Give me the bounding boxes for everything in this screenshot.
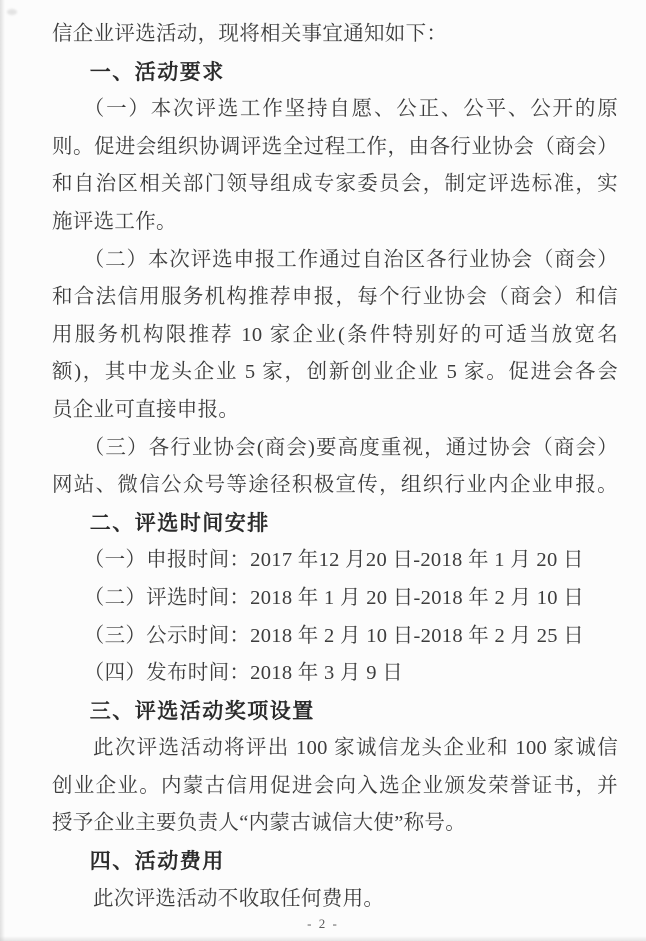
page-number: - 2 -: [307, 916, 339, 931]
text-line: 此次评选活动将评出 100 家诚信龙头企业和 100 家诚信: [93, 737, 618, 760]
section-heading: 一、活动要求: [89, 59, 225, 84]
text-line: （二）本次评选申报工作通过自治区各行业协会（商会）: [83, 248, 618, 271]
section-heading: 四、活动费用: [89, 849, 225, 874]
text-line: 用服务机构限推荐 10 家企业(条件特别好的可适当放宽名: [52, 323, 618, 346]
text-line: （三）各行业协会(商会)要高度重视，通过协会（商会）: [83, 436, 618, 459]
text-line-date: （三）公示时间：2018 年 2 月 10 日-2018 年 2 月 25 日: [83, 624, 585, 647]
text-line: 和合法信用服务机构推荐申报，每个行业协会（商会）和信: [52, 286, 618, 309]
text-line: 创业企业。内蒙古信用促进会向入选企业颁发荣誉证书，并: [52, 774, 618, 797]
section-heading: 三、评选活动奖项设置: [89, 698, 315, 723]
text-line: 额)，其中龙头企业 5 家，创新创业企业 5 家。促进会各会: [52, 361, 618, 384]
text-line-date: （四）发布时间：2018 年 3 月 9 日: [83, 662, 403, 685]
text-line: 此次评选活动不收取任何费用。: [93, 887, 385, 910]
text-line: 施评选工作。: [52, 210, 177, 233]
text-line: 和自治区相关部门领导组成专家委员会，制定评选标准，实: [52, 173, 618, 196]
text-line-date: （一）申报时间：2017 年12 月20 日-2018 年 1 月 20 日: [83, 549, 584, 572]
section-heading: 二、评选时间安排: [89, 510, 270, 535]
scan-smudge: [7, 9, 17, 15]
text-line: 则。促进会组织协调评选全过程工作，由各行业协会（商会）: [52, 135, 618, 158]
document-body: [52, 16, 618, 918]
text-line-date: （二）评选时间：2018 年 1 月 20 日-2018 年 2 月 10 日: [83, 586, 585, 609]
text-line: 网站、微信公众号等途径积极宣传，组织行业内企业申报。: [52, 474, 618, 497]
text-line: 信企业评选活动，现将相关事宜通知如下：: [52, 23, 448, 45]
text-line: 授予企业主要负责人“内蒙古诚信大使”称号。: [52, 812, 466, 835]
text-line: （一）本次评选工作坚持自愿、公正、公平、公开的原: [83, 98, 618, 121]
text-line: 员企业可直接申报。: [52, 398, 240, 421]
scan-edge-left: [0, 0, 5, 941]
scan-edge-bottom: [0, 936, 646, 941]
